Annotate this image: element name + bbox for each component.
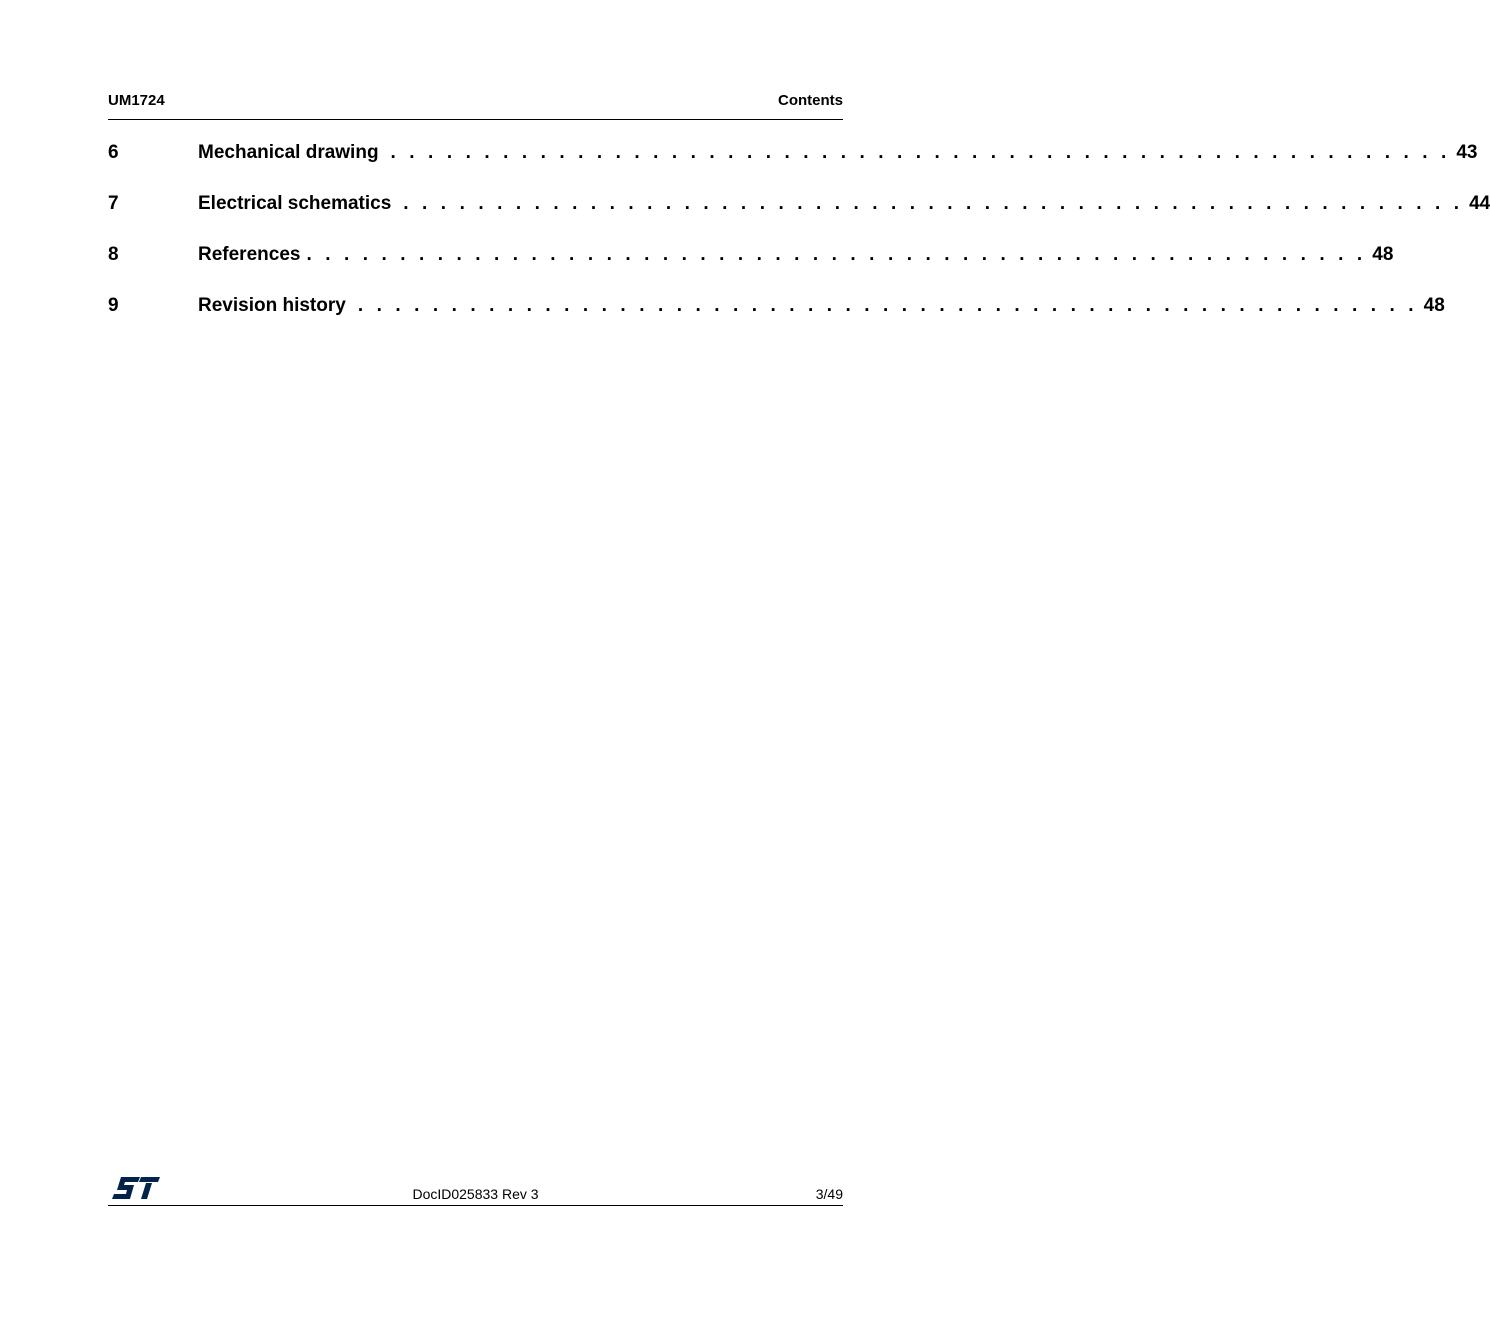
toc-entry-number: 9 [108, 295, 119, 316]
toc-entry-7[interactable] [108, 191, 1490, 217]
page-header [108, 92, 843, 120]
dot-leader: . . . . . . . . . . . . . . . . . . . . . . . . . . . . . . . . . . . . . . . . . . . . . . . . . . . . . . . . . [357, 295, 1418, 316]
toc-entry-title[interactable]: Electrical schematics [198, 191, 391, 217]
table-of-contents [108, 140, 1490, 344]
page-footer [108, 1172, 843, 1206]
toc-entry-page[interactable]: 43 [1456, 142, 1478, 163]
toc-entry-page[interactable]: 48 [1423, 295, 1445, 316]
toc-entry-number: 7 [108, 193, 119, 214]
toc-entry-8[interactable] [108, 242, 1394, 268]
toc-entry-9[interactable] [108, 293, 1445, 319]
toc-entry-number: 6 [108, 142, 119, 163]
section-title: Contents [778, 92, 843, 109]
dot-leader: . . . . . . . . . . . . . . . . . . . . . . . . . . . . . . . . . . . . . . . . . . . . . . . . . . . . . . . . . [403, 193, 1464, 214]
toc-entry-page[interactable]: 48 [1372, 244, 1394, 265]
toc-entry-title[interactable]: References [198, 242, 300, 268]
dot-leader: . . . . . . . . . . . . . . . . . . . . . . . . . . . . . . . . . . . . . . . . . . . . . . . . . . . . . . . . . [390, 142, 1451, 163]
page-number: 3/49 [815, 1186, 843, 1202]
toc-entry-title[interactable]: Mechanical drawing [198, 140, 379, 166]
toc-entry-title[interactable]: Revision history [198, 293, 346, 319]
toc-entry-page[interactable]: 44 [1469, 193, 1490, 214]
toc-entry-6[interactable] [108, 140, 1478, 166]
document-code: UM1724 [108, 92, 165, 109]
dot-leader: . . . . . . . . . . . . . . . . . . . . . . . . . . . . . . . . . . . . . . . . . . . . . . . . . . . . . . . . . [306, 244, 1367, 265]
toc-entry-number: 8 [108, 244, 119, 265]
document-id: DocID025833 Rev 3 [412, 1186, 539, 1202]
